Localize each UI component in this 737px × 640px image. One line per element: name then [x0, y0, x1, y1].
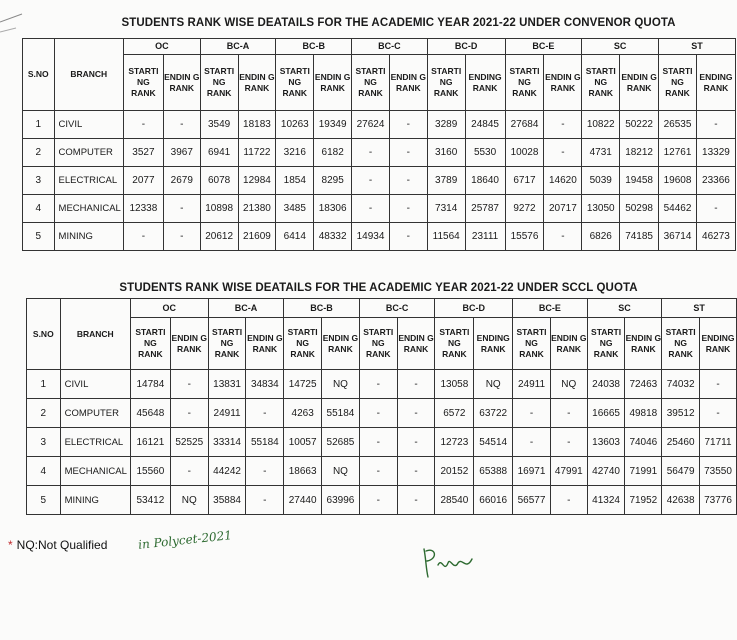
- rank-cell: 20152: [435, 457, 474, 486]
- branch-cell: CIVIL: [60, 370, 130, 399]
- rank-cell: -: [246, 486, 284, 515]
- category-header: BC-E: [505, 39, 582, 55]
- rank-cell: 73776: [700, 486, 737, 515]
- branch-cell: COMPUTER: [60, 399, 130, 428]
- rank-cell: 63722: [474, 399, 513, 428]
- category-header: BC-C: [359, 299, 435, 318]
- rank-cell: 9272: [505, 195, 544, 223]
- rank-cell: 72463: [625, 370, 662, 399]
- rank-cell: 24038: [587, 370, 625, 399]
- rank-cell: -: [359, 486, 397, 515]
- branch-header: BRANCH: [60, 299, 130, 370]
- branch-header: BRANCH: [54, 39, 123, 111]
- starting-rank-header: STARTI NG RANK: [505, 55, 544, 111]
- rank-cell: -: [352, 195, 390, 223]
- category-header: BC-B: [276, 39, 352, 55]
- rank-cell: 12338: [123, 195, 163, 223]
- rank-cell: 54514: [474, 428, 513, 457]
- rank-cell: 46273: [696, 223, 735, 251]
- table-row: [27, 370, 737, 399]
- ending-rank-header: ENDING RANK: [465, 55, 505, 111]
- rank-cell: 5039: [582, 167, 620, 195]
- rank-cell: -: [163, 195, 200, 223]
- category-header: BC-D: [435, 299, 513, 318]
- rank-cell: 27624: [352, 111, 390, 139]
- sno-cell: 3: [23, 167, 55, 195]
- table-row: [23, 111, 736, 139]
- category-header: BC-D: [427, 39, 505, 55]
- branch-cell: MECHANICAL: [60, 457, 130, 486]
- category-header: OC: [123, 39, 200, 55]
- rank-cell: 19608: [659, 167, 697, 195]
- rank-cell: -: [397, 486, 435, 515]
- rank-cell: -: [123, 223, 163, 251]
- starting-rank-header: STARTI NG RANK: [582, 55, 620, 111]
- rank-cell: 13050: [582, 195, 620, 223]
- starting-rank-header: STARTI NG RANK: [284, 318, 322, 370]
- rank-cell: -: [389, 195, 427, 223]
- rank-cell: NQ: [322, 370, 360, 399]
- ending-rank-header: ENDIN G RANK: [620, 55, 659, 111]
- rank-cell: 18640: [465, 167, 505, 195]
- rank-cell: -: [696, 111, 735, 139]
- table-row: [23, 195, 736, 223]
- rank-cell: -: [696, 195, 735, 223]
- rank-cell: -: [700, 370, 737, 399]
- category-header: SC: [587, 299, 662, 318]
- ending-rank-header: ENDING RANK: [700, 318, 737, 370]
- rank-cell: 56479: [662, 457, 700, 486]
- rank-cell: -: [359, 428, 397, 457]
- rank-cell: 25787: [465, 195, 505, 223]
- category-header: ST: [659, 39, 736, 55]
- sno-cell: 4: [27, 457, 61, 486]
- category-header: BC-A: [200, 39, 276, 55]
- category-header: BC-E: [513, 299, 588, 318]
- rank-cell: 6572: [435, 399, 474, 428]
- rank-cell: -: [389, 223, 427, 251]
- rank-cell: -: [246, 399, 284, 428]
- rank-cell: -: [170, 457, 208, 486]
- branch-cell: MECHANICAL: [54, 195, 123, 223]
- rank-cell: 35884: [208, 486, 246, 515]
- sno-cell: 2: [23, 139, 55, 167]
- rank-cell: 3549: [200, 111, 238, 139]
- ending-rank-header: ENDING RANK: [696, 55, 735, 111]
- starting-rank-header: STARTI NG RANK: [200, 55, 238, 111]
- starting-rank-header: STARTI NG RANK: [123, 55, 163, 111]
- rank-cell: 45648: [130, 399, 170, 428]
- rank-cell: -: [123, 111, 163, 139]
- sno-cell: 2: [27, 399, 61, 428]
- rank-cell: -: [359, 370, 397, 399]
- rank-cell: 18663: [284, 457, 322, 486]
- rank-cell: 13603: [587, 428, 625, 457]
- category-header: OC: [130, 299, 208, 318]
- rank-cell: 41324: [587, 486, 625, 515]
- convenor-quota-table: [22, 38, 736, 251]
- rank-cell: 42740: [587, 457, 625, 486]
- rank-cell: 19458: [620, 167, 659, 195]
- rank-cell: 14620: [544, 167, 582, 195]
- rank-cell: 12761: [659, 139, 697, 167]
- rank-cell: -: [170, 370, 208, 399]
- rank-cell: 74046: [625, 428, 662, 457]
- rank-cell: 10263: [276, 111, 314, 139]
- rank-cell: 14934: [352, 223, 390, 251]
- rank-cell: -: [550, 399, 587, 428]
- rank-cell: 24845: [465, 111, 505, 139]
- sno-cell: 1: [27, 370, 61, 399]
- rank-cell: 71711: [700, 428, 737, 457]
- sno-cell: 1: [23, 111, 55, 139]
- rank-cell: 10898: [200, 195, 238, 223]
- rank-cell: 6941: [200, 139, 238, 167]
- rank-cell: 23111: [465, 223, 505, 251]
- rank-cell: 16971: [513, 457, 551, 486]
- rank-cell: NQ: [322, 457, 360, 486]
- rank-cell: 16665: [587, 399, 625, 428]
- table-row: [27, 457, 737, 486]
- rank-cell: 44242: [208, 457, 246, 486]
- rank-cell: 10028: [505, 139, 544, 167]
- rank-cell: 10057: [284, 428, 322, 457]
- ending-rank-header: ENDIN G RANK: [550, 318, 587, 370]
- rank-cell: 1854: [276, 167, 314, 195]
- rank-cell: 54462: [659, 195, 697, 223]
- rank-cell: -: [163, 111, 200, 139]
- handwritten-note: in Polycet-2021: [137, 528, 233, 552]
- rank-cell: 2679: [163, 167, 200, 195]
- table-row: [23, 167, 736, 195]
- rank-cell: 21380: [238, 195, 276, 223]
- branch-cell: CIVIL: [54, 111, 123, 139]
- rank-cell: 3485: [276, 195, 314, 223]
- rank-cell: 24911: [513, 370, 551, 399]
- branch-cell: ELECTRICAL: [60, 428, 130, 457]
- rank-cell: 36714: [659, 223, 697, 251]
- rank-cell: 12723: [435, 428, 474, 457]
- rank-cell: 15576: [505, 223, 544, 251]
- starting-rank-header: STARTI NG RANK: [662, 318, 700, 370]
- rank-cell: 15560: [130, 457, 170, 486]
- rank-cell: NQ: [474, 370, 513, 399]
- rank-cell: 27440: [284, 486, 322, 515]
- rank-cell: 34834: [246, 370, 284, 399]
- rank-cell: 24911: [208, 399, 246, 428]
- ending-rank-header: ENDING RANK: [474, 318, 513, 370]
- branch-cell: MINING: [54, 223, 123, 251]
- rank-cell: 33314: [208, 428, 246, 457]
- rank-cell: 11722: [238, 139, 276, 167]
- rank-cell: -: [389, 111, 427, 139]
- rank-cell: -: [397, 428, 435, 457]
- rank-cell: -: [352, 167, 390, 195]
- rank-cell: -: [550, 486, 587, 515]
- signature: [418, 545, 478, 581]
- rank-cell: NQ: [170, 486, 208, 515]
- rank-cell: 55184: [322, 399, 360, 428]
- rank-cell: -: [170, 399, 208, 428]
- footnote: [8, 538, 107, 552]
- rank-cell: 73550: [700, 457, 737, 486]
- rank-cell: 8295: [314, 167, 352, 195]
- rank-cell: 56577: [513, 486, 551, 515]
- rank-cell: 5530: [465, 139, 505, 167]
- sno-cell: 4: [23, 195, 55, 223]
- branch-cell: MINING: [60, 486, 130, 515]
- rank-cell: 3160: [427, 139, 465, 167]
- rank-cell: 47991: [550, 457, 587, 486]
- rank-cell: 6717: [505, 167, 544, 195]
- category-header: SC: [582, 39, 659, 55]
- rank-cell: 49818: [625, 399, 662, 428]
- rank-cell: 42638: [662, 486, 700, 515]
- starting-rank-header: STARTI NG RANK: [359, 318, 397, 370]
- rank-cell: 16121: [130, 428, 170, 457]
- branch-cell: COMPUTER: [54, 139, 123, 167]
- rank-cell: -: [397, 457, 435, 486]
- starting-rank-header: STARTI NG RANK: [427, 55, 465, 111]
- category-header: ST: [662, 299, 737, 318]
- ending-rank-header: ENDIN G RANK: [163, 55, 200, 111]
- rank-cell: 53412: [130, 486, 170, 515]
- rank-cell: -: [246, 457, 284, 486]
- table2-title: STUDENTS RANK WISE DEATAILS FOR THE ACADEMIC YEAR 2021-22 UNDER SCCL QUOTA: [119, 282, 638, 294]
- rank-cell: -: [359, 457, 397, 486]
- rank-cell: -: [550, 428, 587, 457]
- rank-cell: 3289: [427, 111, 465, 139]
- rank-cell: 21609: [238, 223, 276, 251]
- rank-cell: 13831: [208, 370, 246, 399]
- ending-rank-header: ENDIN G RANK: [397, 318, 435, 370]
- rank-cell: 4731: [582, 139, 620, 167]
- rank-cell: 10822: [582, 111, 620, 139]
- starting-rank-header: STARTI NG RANK: [276, 55, 314, 111]
- ending-rank-header: ENDIN G RANK: [238, 55, 276, 111]
- ending-rank-header: ENDIN G RANK: [389, 55, 427, 111]
- ending-rank-header: ENDIN G RANK: [246, 318, 284, 370]
- rank-cell: 6414: [276, 223, 314, 251]
- rank-cell: -: [389, 139, 427, 167]
- category-header: BC-A: [208, 299, 284, 318]
- footnote-text: NQ:Not Qualified: [16, 538, 108, 552]
- rank-cell: -: [397, 399, 435, 428]
- branch-cell: ELECTRICAL: [54, 167, 123, 195]
- rank-cell: 13058: [435, 370, 474, 399]
- rank-cell: 71952: [625, 486, 662, 515]
- rank-cell: 6182: [314, 139, 352, 167]
- rank-cell: 48332: [314, 223, 352, 251]
- rank-cell: 28540: [435, 486, 474, 515]
- rank-cell: 27684: [505, 111, 544, 139]
- rank-cell: 18183: [238, 111, 276, 139]
- rank-cell: 39512: [662, 399, 700, 428]
- rank-cell: 23366: [696, 167, 735, 195]
- rank-cell: -: [389, 167, 427, 195]
- table-row: [27, 399, 737, 428]
- ending-rank-header: ENDIN G RANK: [170, 318, 208, 370]
- rank-cell: -: [397, 370, 435, 399]
- rank-cell: 52525: [170, 428, 208, 457]
- rank-cell: 20612: [200, 223, 238, 251]
- category-header: BC-B: [284, 299, 360, 318]
- sno-cell: 5: [23, 223, 55, 251]
- rank-cell: 11564: [427, 223, 465, 251]
- starting-rank-header: STARTI NG RANK: [208, 318, 246, 370]
- rank-cell: 74185: [620, 223, 659, 251]
- rank-cell: 4263: [284, 399, 322, 428]
- sno-header: S.NO: [23, 39, 55, 111]
- rank-cell: 14784: [130, 370, 170, 399]
- rank-cell: 18306: [314, 195, 352, 223]
- sno-cell: 5: [27, 486, 61, 515]
- rank-cell: -: [544, 139, 582, 167]
- rank-cell: NQ: [550, 370, 587, 399]
- rank-cell: 71991: [625, 457, 662, 486]
- rank-cell: -: [352, 139, 390, 167]
- rank-cell: -: [544, 111, 582, 139]
- rank-cell: 14725: [284, 370, 322, 399]
- rank-cell: 3967: [163, 139, 200, 167]
- star-icon: *: [8, 538, 13, 552]
- rank-cell: 74032: [662, 370, 700, 399]
- rank-cell: 20717: [544, 195, 582, 223]
- starting-rank-header: STARTI NG RANK: [587, 318, 625, 370]
- rank-cell: 2077: [123, 167, 163, 195]
- sno-cell: 3: [27, 428, 61, 457]
- starting-rank-header: STARTI NG RANK: [130, 318, 170, 370]
- ending-rank-header: ENDIN G RANK: [544, 55, 582, 111]
- rank-cell: 50298: [620, 195, 659, 223]
- category-header: BC-C: [352, 39, 428, 55]
- rank-cell: 3527: [123, 139, 163, 167]
- rank-cell: -: [163, 223, 200, 251]
- ending-rank-header: ENDIN G RANK: [314, 55, 352, 111]
- rank-cell: 7314: [427, 195, 465, 223]
- table-row: [27, 428, 737, 457]
- table1-title: STUDENTS RANK WISE DEATAILS FOR THE ACADEMIC YEAR 2021-22 UNDER CONVENOR QUOTA: [121, 17, 676, 29]
- rank-cell: 52685: [322, 428, 360, 457]
- rank-cell: 6078: [200, 167, 238, 195]
- rank-cell: 18212: [620, 139, 659, 167]
- starting-rank-header: STARTI NG RANK: [352, 55, 390, 111]
- rank-cell: 63996: [322, 486, 360, 515]
- ending-rank-header: ENDIN G RANK: [322, 318, 360, 370]
- rank-cell: 3789: [427, 167, 465, 195]
- rank-cell: 3216: [276, 139, 314, 167]
- rank-cell: 12984: [238, 167, 276, 195]
- ending-rank-header: ENDIN G RANK: [625, 318, 662, 370]
- rank-cell: -: [700, 399, 737, 428]
- rank-cell: 6826: [582, 223, 620, 251]
- rank-cell: 19349: [314, 111, 352, 139]
- table-row: [27, 486, 737, 515]
- sccl-quota-table: [26, 298, 737, 515]
- starting-rank-header: STARTI NG RANK: [513, 318, 551, 370]
- rank-cell: 13329: [696, 139, 735, 167]
- starting-rank-header: STARTI NG RANK: [659, 55, 697, 111]
- table-row: [23, 223, 736, 251]
- rank-cell: -: [544, 223, 582, 251]
- rank-cell: 50222: [620, 111, 659, 139]
- rank-cell: 65388: [474, 457, 513, 486]
- rank-cell: 25460: [662, 428, 700, 457]
- rank-cell: -: [513, 428, 551, 457]
- table-row: [23, 139, 736, 167]
- rank-cell: -: [513, 399, 551, 428]
- rank-cell: -: [359, 399, 397, 428]
- rank-cell: 66016: [474, 486, 513, 515]
- rank-cell: 55184: [246, 428, 284, 457]
- corner-scribble: [0, 0, 30, 40]
- starting-rank-header: STARTI NG RANK: [435, 318, 474, 370]
- rank-cell: 26535: [659, 111, 697, 139]
- sno-header: S.NO: [27, 299, 61, 370]
